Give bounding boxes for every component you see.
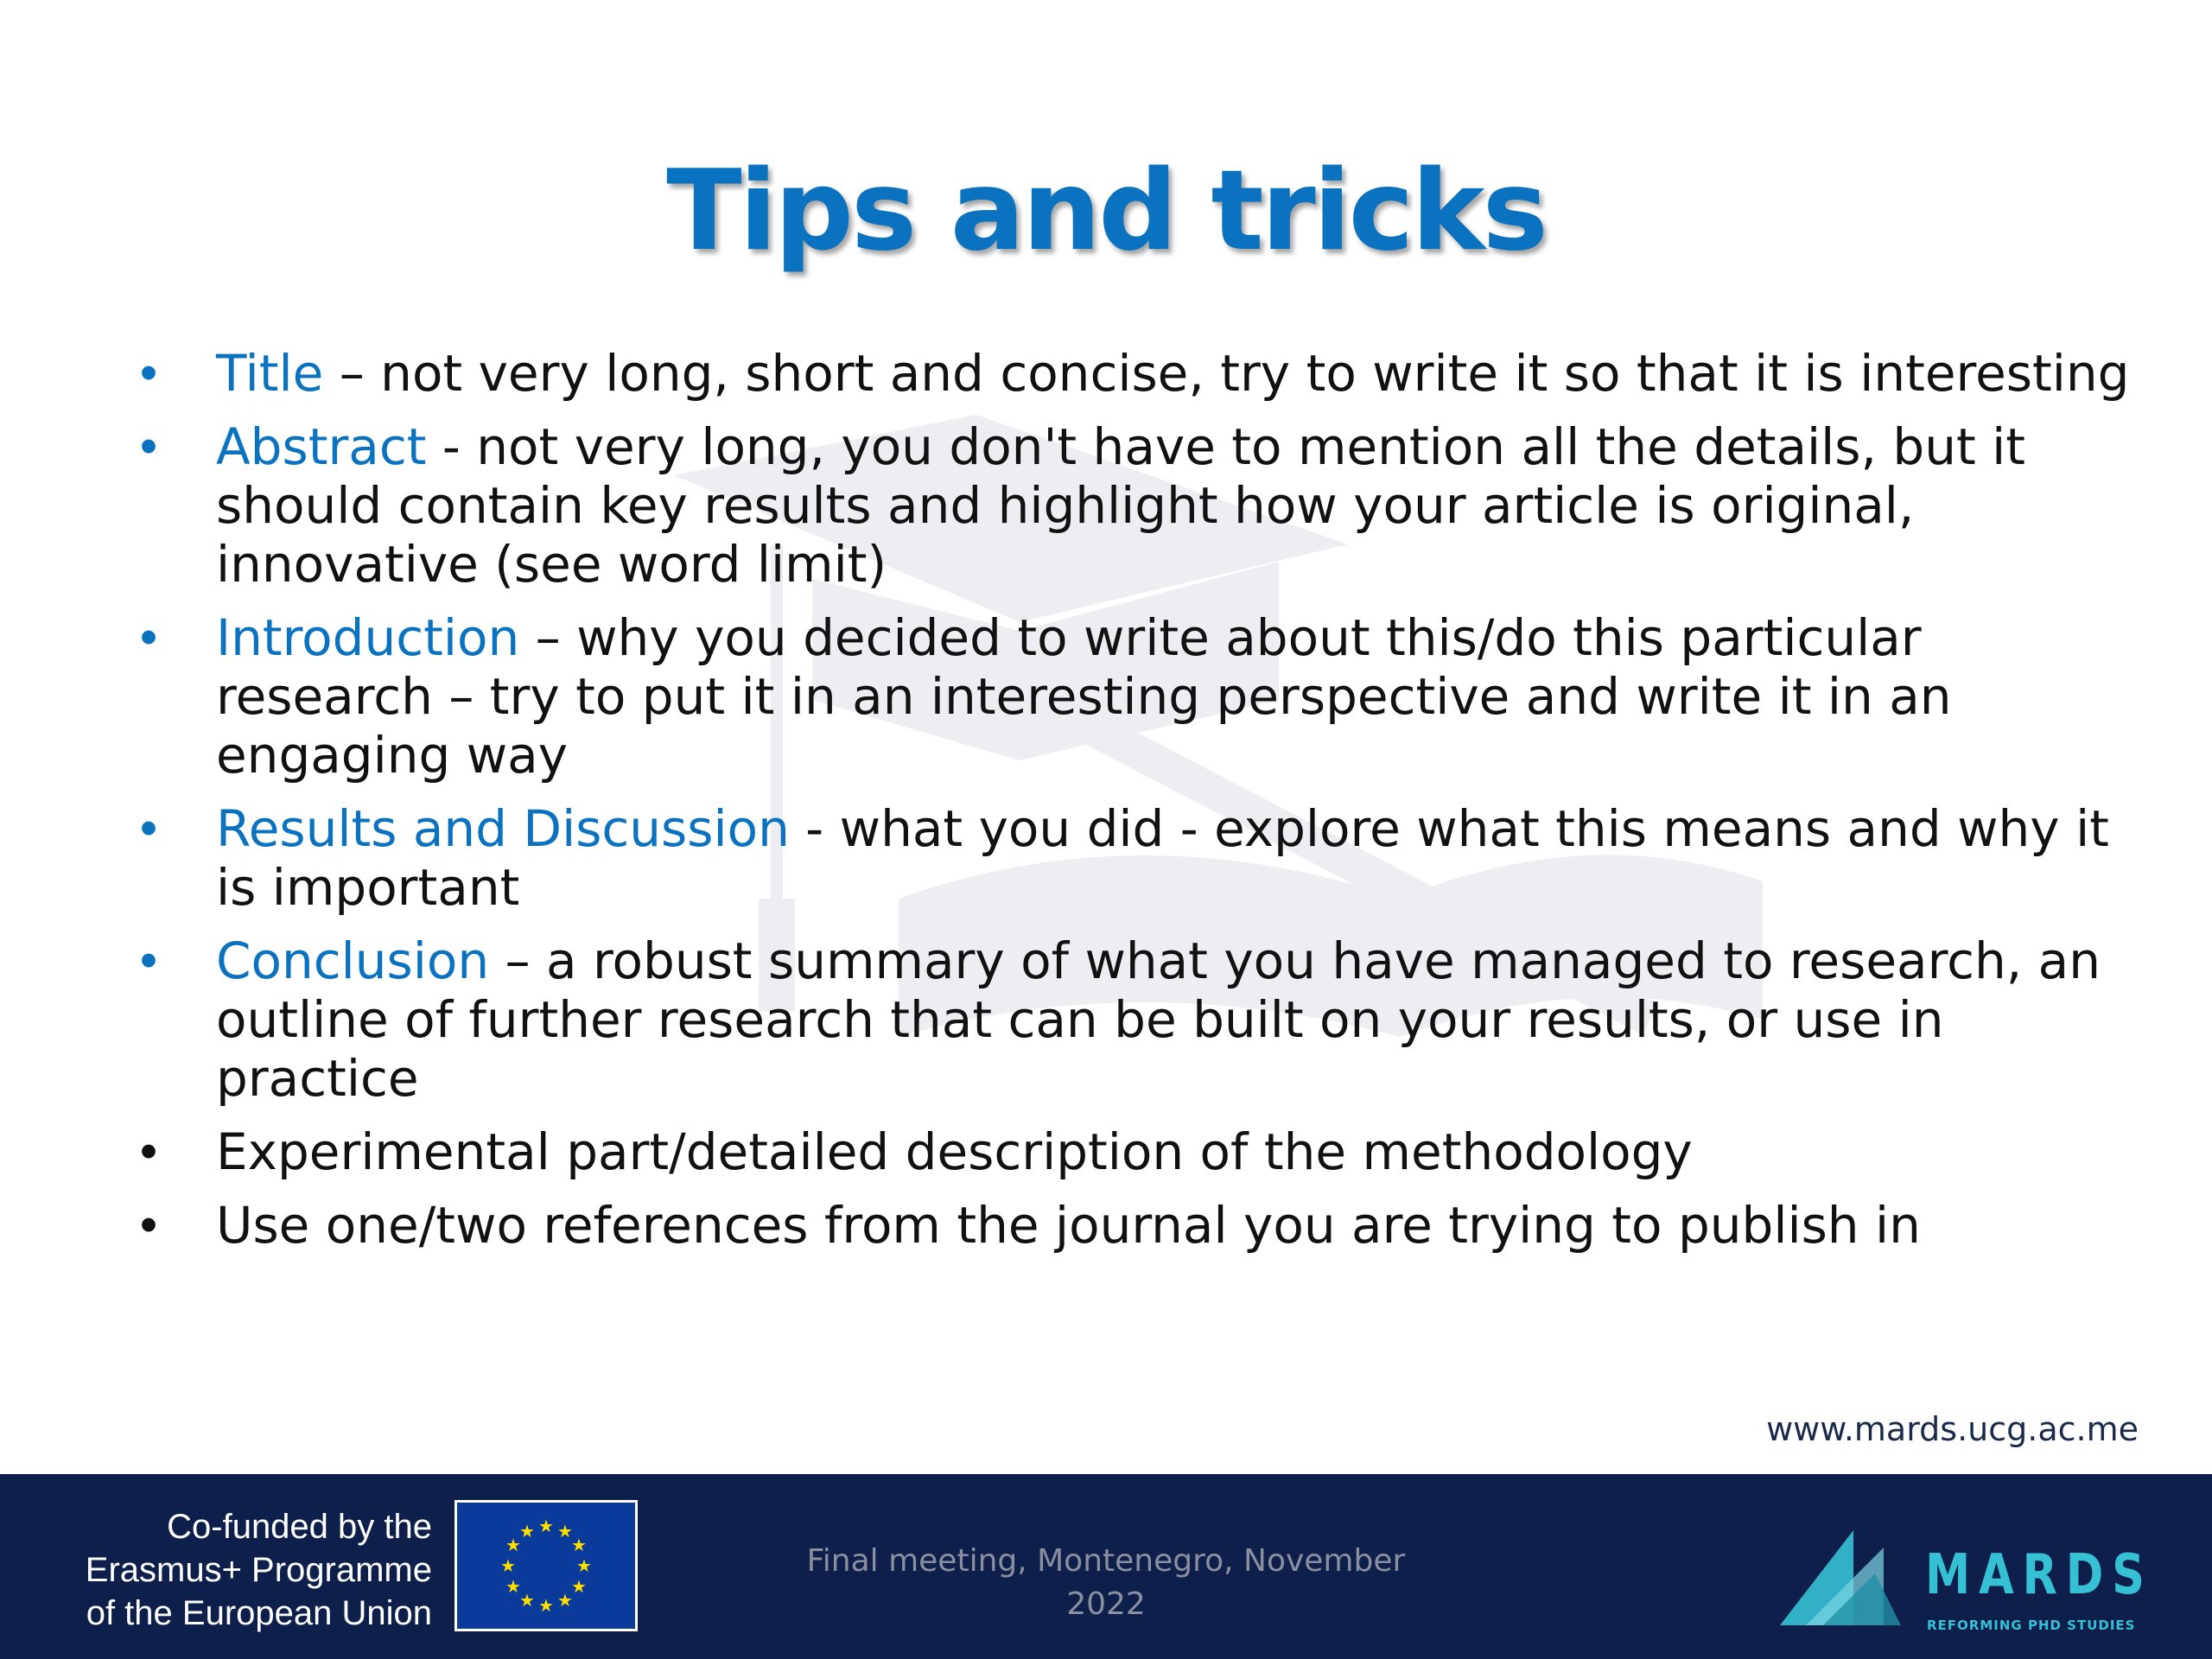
bullet-list — [139, 344, 2152, 1269]
cofunded-statement — [86, 1505, 432, 1635]
bullet-dot: • — [139, 1197, 158, 1253]
slide-title: Tips and tricks — [666, 147, 1546, 276]
svg-text:★: ★ — [538, 1595, 554, 1616]
bullet-dot: • — [139, 345, 158, 401]
svg-text:★: ★ — [571, 1535, 587, 1555]
cofunded-line: Erasmus+ Programme — [85, 1551, 432, 1589]
mards-logo-icon — [1771, 1504, 1901, 1634]
bullet-text: – a robust summary of what you have managed to research, an outline of further research that can be built on your results, or use in practice — [216, 931, 2101, 1108]
bullet-dot: • — [139, 800, 158, 856]
bullet-results-discussion — [139, 799, 2152, 917]
bullet-keyword: Results and Discussion — [216, 799, 790, 858]
bullet-introduction — [139, 608, 2152, 785]
eu-stars-icon — [457, 1503, 635, 1629]
meeting-line: 2022 — [1066, 1586, 1146, 1622]
bullet-experimental-part — [139, 1122, 2152, 1181]
cofunded-line: of the European Union — [86, 1594, 432, 1632]
svg-text:★: ★ — [538, 1516, 554, 1536]
bullet-dot: • — [139, 418, 158, 474]
bullet-keyword: Title — [216, 344, 324, 403]
eu-flag-icon — [454, 1500, 638, 1631]
svg-text:★: ★ — [571, 1576, 587, 1597]
mards-logo-text: MARDS — [1925, 1543, 2153, 1607]
bullet-conclusion — [139, 931, 2152, 1108]
bullet-keyword: Abstract — [216, 417, 427, 476]
bullet-dot: • — [139, 1123, 158, 1179]
meeting-caption — [778, 1540, 1434, 1626]
mards-logo-tagline: REFORMING PHD STUDIES — [1927, 1618, 2136, 1633]
bullet-text: – why you decided to write about this/do this particular research – try to put it in an interesting perspective and write it in an engaging way — [216, 608, 1952, 785]
bullet-text: Use one/two references from the journal you are trying to publish in — [216, 1196, 1921, 1255]
bullet-keyword: Introduction — [216, 608, 520, 667]
svg-text:★: ★ — [505, 1576, 521, 1597]
bullet-text: - what you did - explore what this means and why it is important — [216, 799, 2109, 917]
bullet-keyword: Conclusion — [216, 931, 490, 990]
bullet-references — [139, 1196, 2152, 1255]
bullet-abstract — [139, 417, 2152, 594]
svg-text:★: ★ — [576, 1555, 592, 1576]
svg-text:★: ★ — [557, 1590, 573, 1611]
bullet-text: – not very long, short and concise, try to write it so that it is interesting — [323, 344, 2130, 403]
bullet-title — [139, 344, 2152, 403]
svg-text:★: ★ — [519, 1521, 535, 1541]
meeting-line: Final meeting, Montenegro, November — [806, 1543, 1406, 1579]
svg-text:★: ★ — [500, 1555, 516, 1576]
svg-text:★: ★ — [557, 1521, 573, 1541]
cofunded-line: Co-funded by the — [167, 1508, 432, 1546]
svg-text:★: ★ — [519, 1590, 535, 1611]
website-url: www.mards.ucg.ac.me — [1766, 1410, 2139, 1448]
footer-bar — [0, 1474, 2212, 1659]
bullet-dot: • — [139, 609, 158, 665]
bullet-text: - not very long, you don't have to mention all the details, but it should contain key results and highlight how your article is original, innovative (see word limit) — [216, 417, 2025, 594]
svg-text:★: ★ — [505, 1535, 521, 1555]
bullet-text: Experimental part/detailed description of the methodology — [216, 1122, 1693, 1181]
bullet-dot: • — [139, 932, 158, 988]
